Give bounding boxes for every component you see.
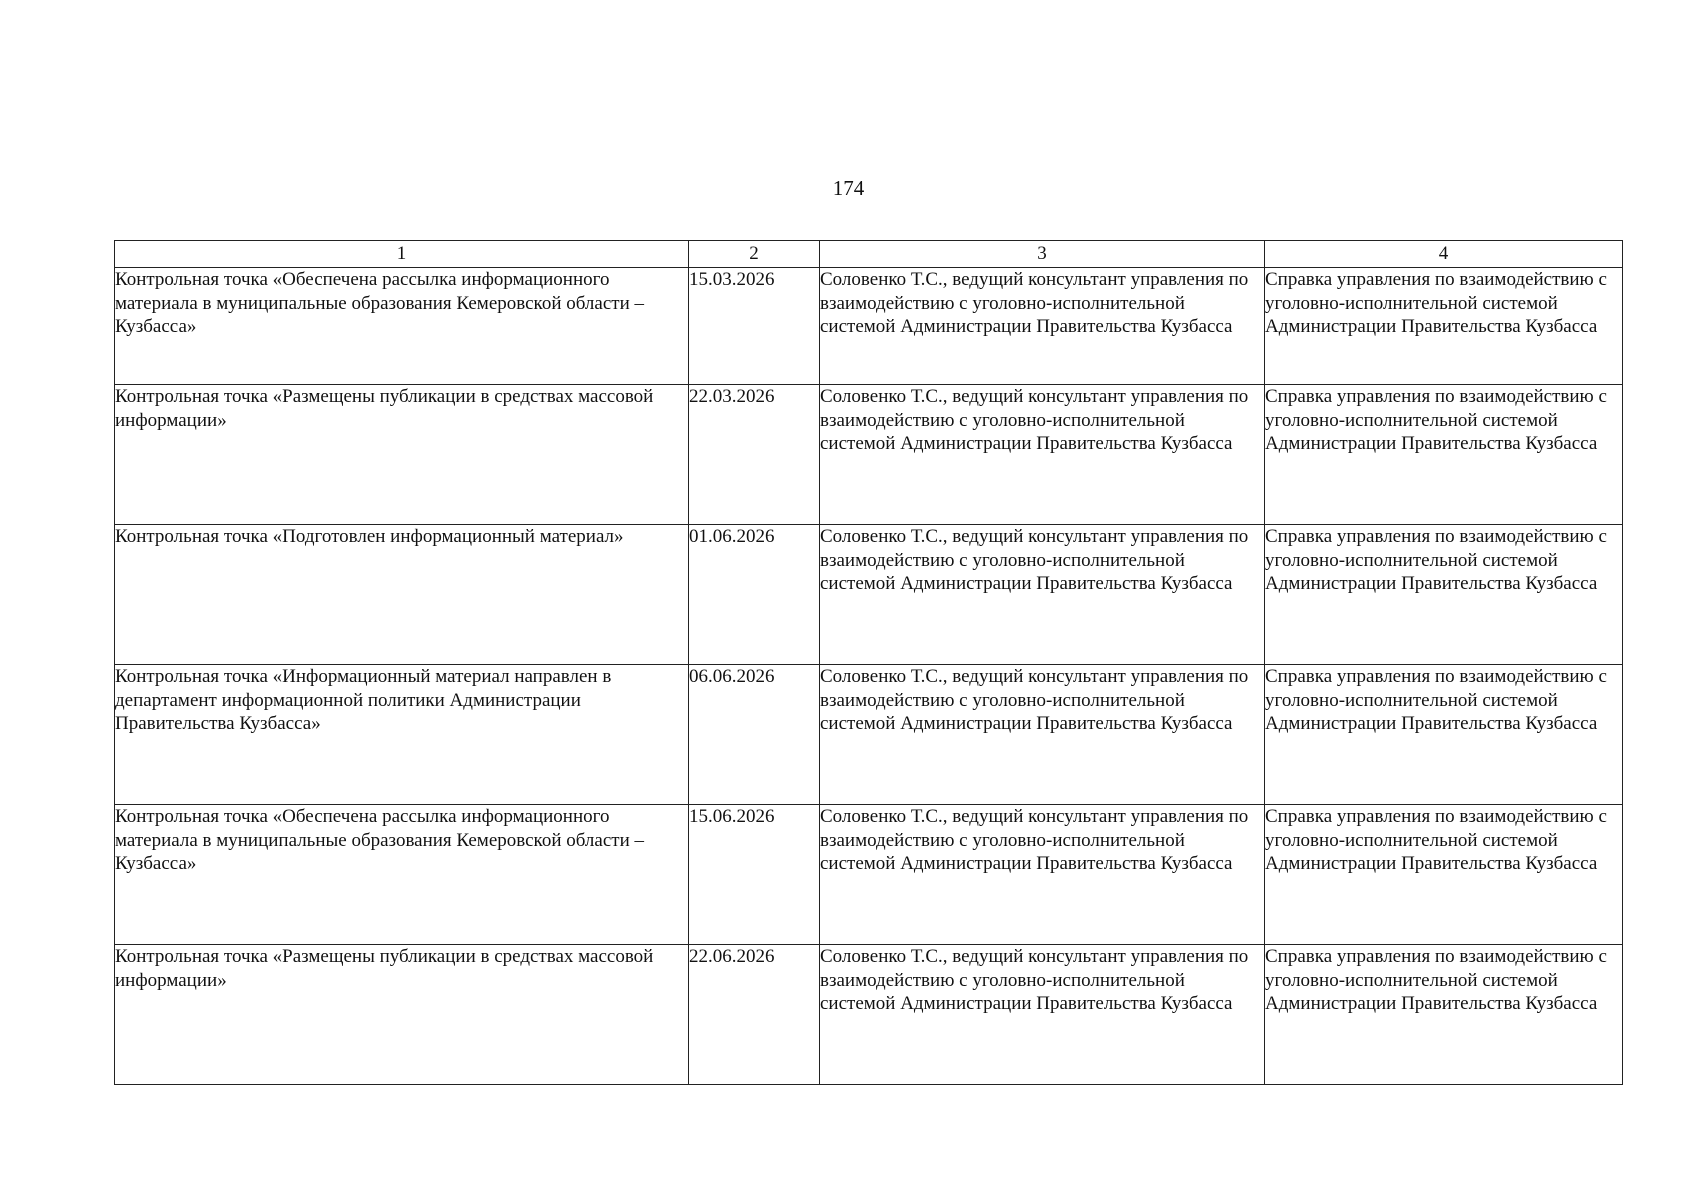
table-row [115,945,1623,1085]
header-row [115,241,1623,268]
confirming-document: Справка управления по взаимодействию с уголовно-исполнительной системой Администрации Правительства Кузбасса [1265,268,1623,385]
column-header-1: 1 [115,241,689,268]
control-point-date: 06.06.2026 [689,665,820,805]
table-row [115,385,1623,525]
table-row [115,805,1623,945]
control-point-name: Контрольная точка «Обеспечена рассылка информационного материала в муниципальные образования Кемеровской области – Кузбасса» [115,805,689,945]
responsible-person: Соловенко Т.С., ведущий консультант управления по взаимодействию с уголовно-исполнительной системой Администрации Правительства Кузбасса [820,945,1265,1085]
control-point-date: 15.03.2026 [689,268,820,385]
responsible-person: Соловенко Т.С., ведущий консультант управления по взаимодействию с уголовно-исполнительной системой Администрации Правительства Кузбасса [820,665,1265,805]
control-points-table [114,240,1623,1085]
control-point-date: 22.06.2026 [689,945,820,1085]
control-point-date: 22.03.2026 [689,385,820,525]
confirming-document: Справка управления по взаимодействию с уголовно-исполнительной системой Администрации Правительства Кузбасса [1265,385,1623,525]
confirming-document: Справка управления по взаимодействию с уголовно-исполнительной системой Администрации Правительства Кузбасса [1265,805,1623,945]
control-point-name: Контрольная точка «Обеспечена рассылка информационного материала в муниципальные образования Кемеровской области – Кузбасса» [115,268,689,385]
control-point-date: 15.06.2026 [689,805,820,945]
column-header-3: 3 [820,241,1265,268]
responsible-person: Соловенко Т.С., ведущий консультант управления по взаимодействию с уголовно-исполнительной системой Администрации Правительства Кузбасса [820,805,1265,945]
responsible-person: Соловенко Т.С., ведущий консультант управления по взаимодействию с уголовно-исполнительной системой Администрации Правительства Кузбасса [820,268,1265,385]
table-body [115,268,1623,1085]
responsible-person: Соловенко Т.С., ведущий консультант управления по взаимодействию с уголовно-исполнительной системой Администрации Правительства Кузбасса [820,385,1265,525]
responsible-person: Соловенко Т.С., ведущий консультант управления по взаимодействию с уголовно-исполнительной системой Администрации Правительства Кузбасса [820,525,1265,665]
table-row [115,525,1623,665]
table-row [115,665,1623,805]
column-header-2: 2 [689,241,820,268]
control-point-name: Контрольная точка «Информационный материал направлен в департамент информационной политики Администрации Правительства Кузбасса» [115,665,689,805]
table-header [115,241,1623,268]
page-number: 174 [832,176,865,200]
control-point-date: 01.06.2026 [689,525,820,665]
control-point-name: Контрольная точка «Размещены публикации в средствах массовой информации» [115,385,689,525]
confirming-document: Справка управления по взаимодействию с уголовно-исполнительной системой Администрации Правительства Кузбасса [1265,945,1623,1085]
confirming-document: Справка управления по взаимодействию с уголовно-исполнительной системой Администрации Правительства Кузбасса [1265,665,1623,805]
control-point-name: Контрольная точка «Размещены публикации в средствах массовой информации» [115,945,689,1085]
column-header-4: 4 [1265,241,1623,268]
control-point-name: Контрольная точка «Подготовлен информационный материал» [115,525,689,665]
table-row [115,268,1623,385]
confirming-document: Справка управления по взаимодействию с уголовно-исполнительной системой Администрации Правительства Кузбасса [1265,525,1623,665]
